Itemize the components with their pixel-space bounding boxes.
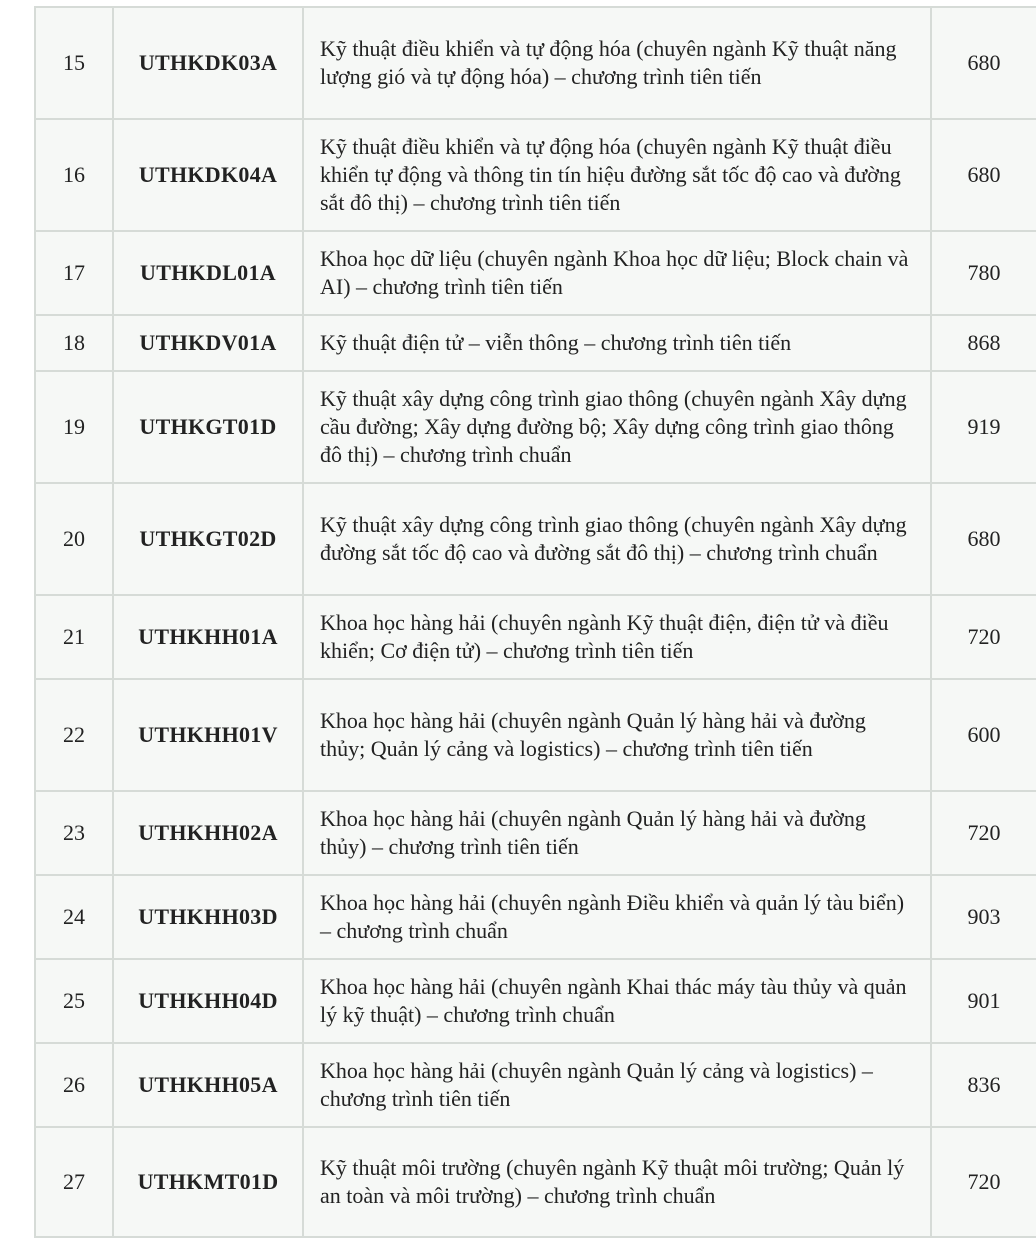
table-row <box>35 119 1036 231</box>
program-name: Khoa học hàng hải (chuyên ngành Kỹ thuật điện, điện tử và điều khiển; Cơ điện tử) – chương trình tiên tiến <box>303 595 931 679</box>
program-code: UTHKDV01A <box>113 315 303 371</box>
program-name: Kỹ thuật điều khiển và tự động hóa (chuyên ngành Kỹ thuật năng lượng gió và tự động hóa) – chương trình tiên tiến <box>303 7 931 119</box>
program-code: UTHKDK03A <box>113 7 303 119</box>
row-number: 23 <box>35 791 113 875</box>
program-name: Khoa học hàng hải (chuyên ngành Khai thác máy tàu thủy và quản lý kỹ thuật) – chương trình chuẩn <box>303 959 931 1043</box>
row-number: 27 <box>35 1127 113 1237</box>
program-code: UTHKDK04A <box>113 119 303 231</box>
program-name: Kỹ thuật điện tử – viễn thông – chương trình tiên tiến <box>303 315 931 371</box>
row-number: 25 <box>35 959 113 1043</box>
program-name: Khoa học hàng hải (chuyên ngành Quản lý hàng hải và đường thủy) – chương trình tiên tiến <box>303 791 931 875</box>
program-quota: 600 <box>931 679 1036 791</box>
program-code: UTHKHH02A <box>113 791 303 875</box>
program-quota: 720 <box>931 595 1036 679</box>
row-number: 24 <box>35 875 113 959</box>
program-code: UTHKHH05A <box>113 1043 303 1127</box>
table-row <box>35 231 1036 315</box>
program-name: Kỹ thuật xây dựng công trình giao thông (chuyên ngành Xây dựng cầu đường; Xây dựng đường bộ; Xây dựng công trình giao thông đô thị) – chương trình chuẩn <box>303 371 931 483</box>
table-row <box>35 371 1036 483</box>
table-row <box>35 7 1036 119</box>
row-number: 19 <box>35 371 113 483</box>
program-name: Khoa học hàng hải (chuyên ngành Quản lý cảng và logistics) – chương trình tiên tiến <box>303 1043 931 1127</box>
program-name: Kỹ thuật điều khiển và tự động hóa (chuyên ngành Kỹ thuật điều khiển tự động và thông tin tín hiệu đường sắt tốc độ cao và đường sắt đô thị) – chương trình tiên tiến <box>303 119 931 231</box>
row-number: 16 <box>35 119 113 231</box>
admissions-table <box>34 6 1036 1238</box>
program-quota: 919 <box>931 371 1036 483</box>
program-quota: 901 <box>931 959 1036 1043</box>
program-name: Kỹ thuật môi trường (chuyên ngành Kỹ thuật môi trường; Quản lý an toàn và môi trường) – chương trình chuẩn <box>303 1127 931 1237</box>
program-quota: 680 <box>931 7 1036 119</box>
program-quota: 903 <box>931 875 1036 959</box>
program-code: UTHKGT02D <box>113 483 303 595</box>
admissions-table-wrapper <box>34 6 1002 1238</box>
program-name: Kỹ thuật xây dựng công trình giao thông (chuyên ngành Xây dựng đường sắt tốc độ cao và đường sắt đô thị) – chương trình chuẩn <box>303 483 931 595</box>
row-number: 17 <box>35 231 113 315</box>
program-code: UTHKMT01D <box>113 1127 303 1237</box>
program-name: Khoa học hàng hải (chuyên ngành Điều khiển và quản lý tàu biển) – chương trình chuẩn <box>303 875 931 959</box>
program-code: UTHKHH04D <box>113 959 303 1043</box>
table-row <box>35 959 1036 1043</box>
program-code: UTHKDL01A <box>113 231 303 315</box>
program-code: UTHKHH01V <box>113 679 303 791</box>
table-row <box>35 595 1036 679</box>
program-quota: 868 <box>931 315 1036 371</box>
table-row <box>35 791 1036 875</box>
table-row <box>35 875 1036 959</box>
table-row <box>35 483 1036 595</box>
program-quota: 680 <box>931 119 1036 231</box>
row-number: 22 <box>35 679 113 791</box>
program-quota: 720 <box>931 1127 1036 1237</box>
program-name: Khoa học hàng hải (chuyên ngành Quản lý hàng hải và đường thủy; Quản lý cảng và logistics) – chương trình tiên tiến <box>303 679 931 791</box>
table-row <box>35 315 1036 371</box>
row-number: 21 <box>35 595 113 679</box>
program-name: Khoa học dữ liệu (chuyên ngành Khoa học dữ liệu; Block chain và AI) – chương trình tiên tiến <box>303 231 931 315</box>
table-row <box>35 1043 1036 1127</box>
program-code: UTHKHH01A <box>113 595 303 679</box>
table-row <box>35 679 1036 791</box>
row-number: 18 <box>35 315 113 371</box>
row-number: 20 <box>35 483 113 595</box>
row-number: 26 <box>35 1043 113 1127</box>
program-quota: 720 <box>931 791 1036 875</box>
table-row <box>35 1127 1036 1237</box>
row-number: 15 <box>35 7 113 119</box>
program-quota: 836 <box>931 1043 1036 1127</box>
program-code: UTHKGT01D <box>113 371 303 483</box>
program-quota: 680 <box>931 483 1036 595</box>
program-code: UTHKHH03D <box>113 875 303 959</box>
program-quota: 780 <box>931 231 1036 315</box>
